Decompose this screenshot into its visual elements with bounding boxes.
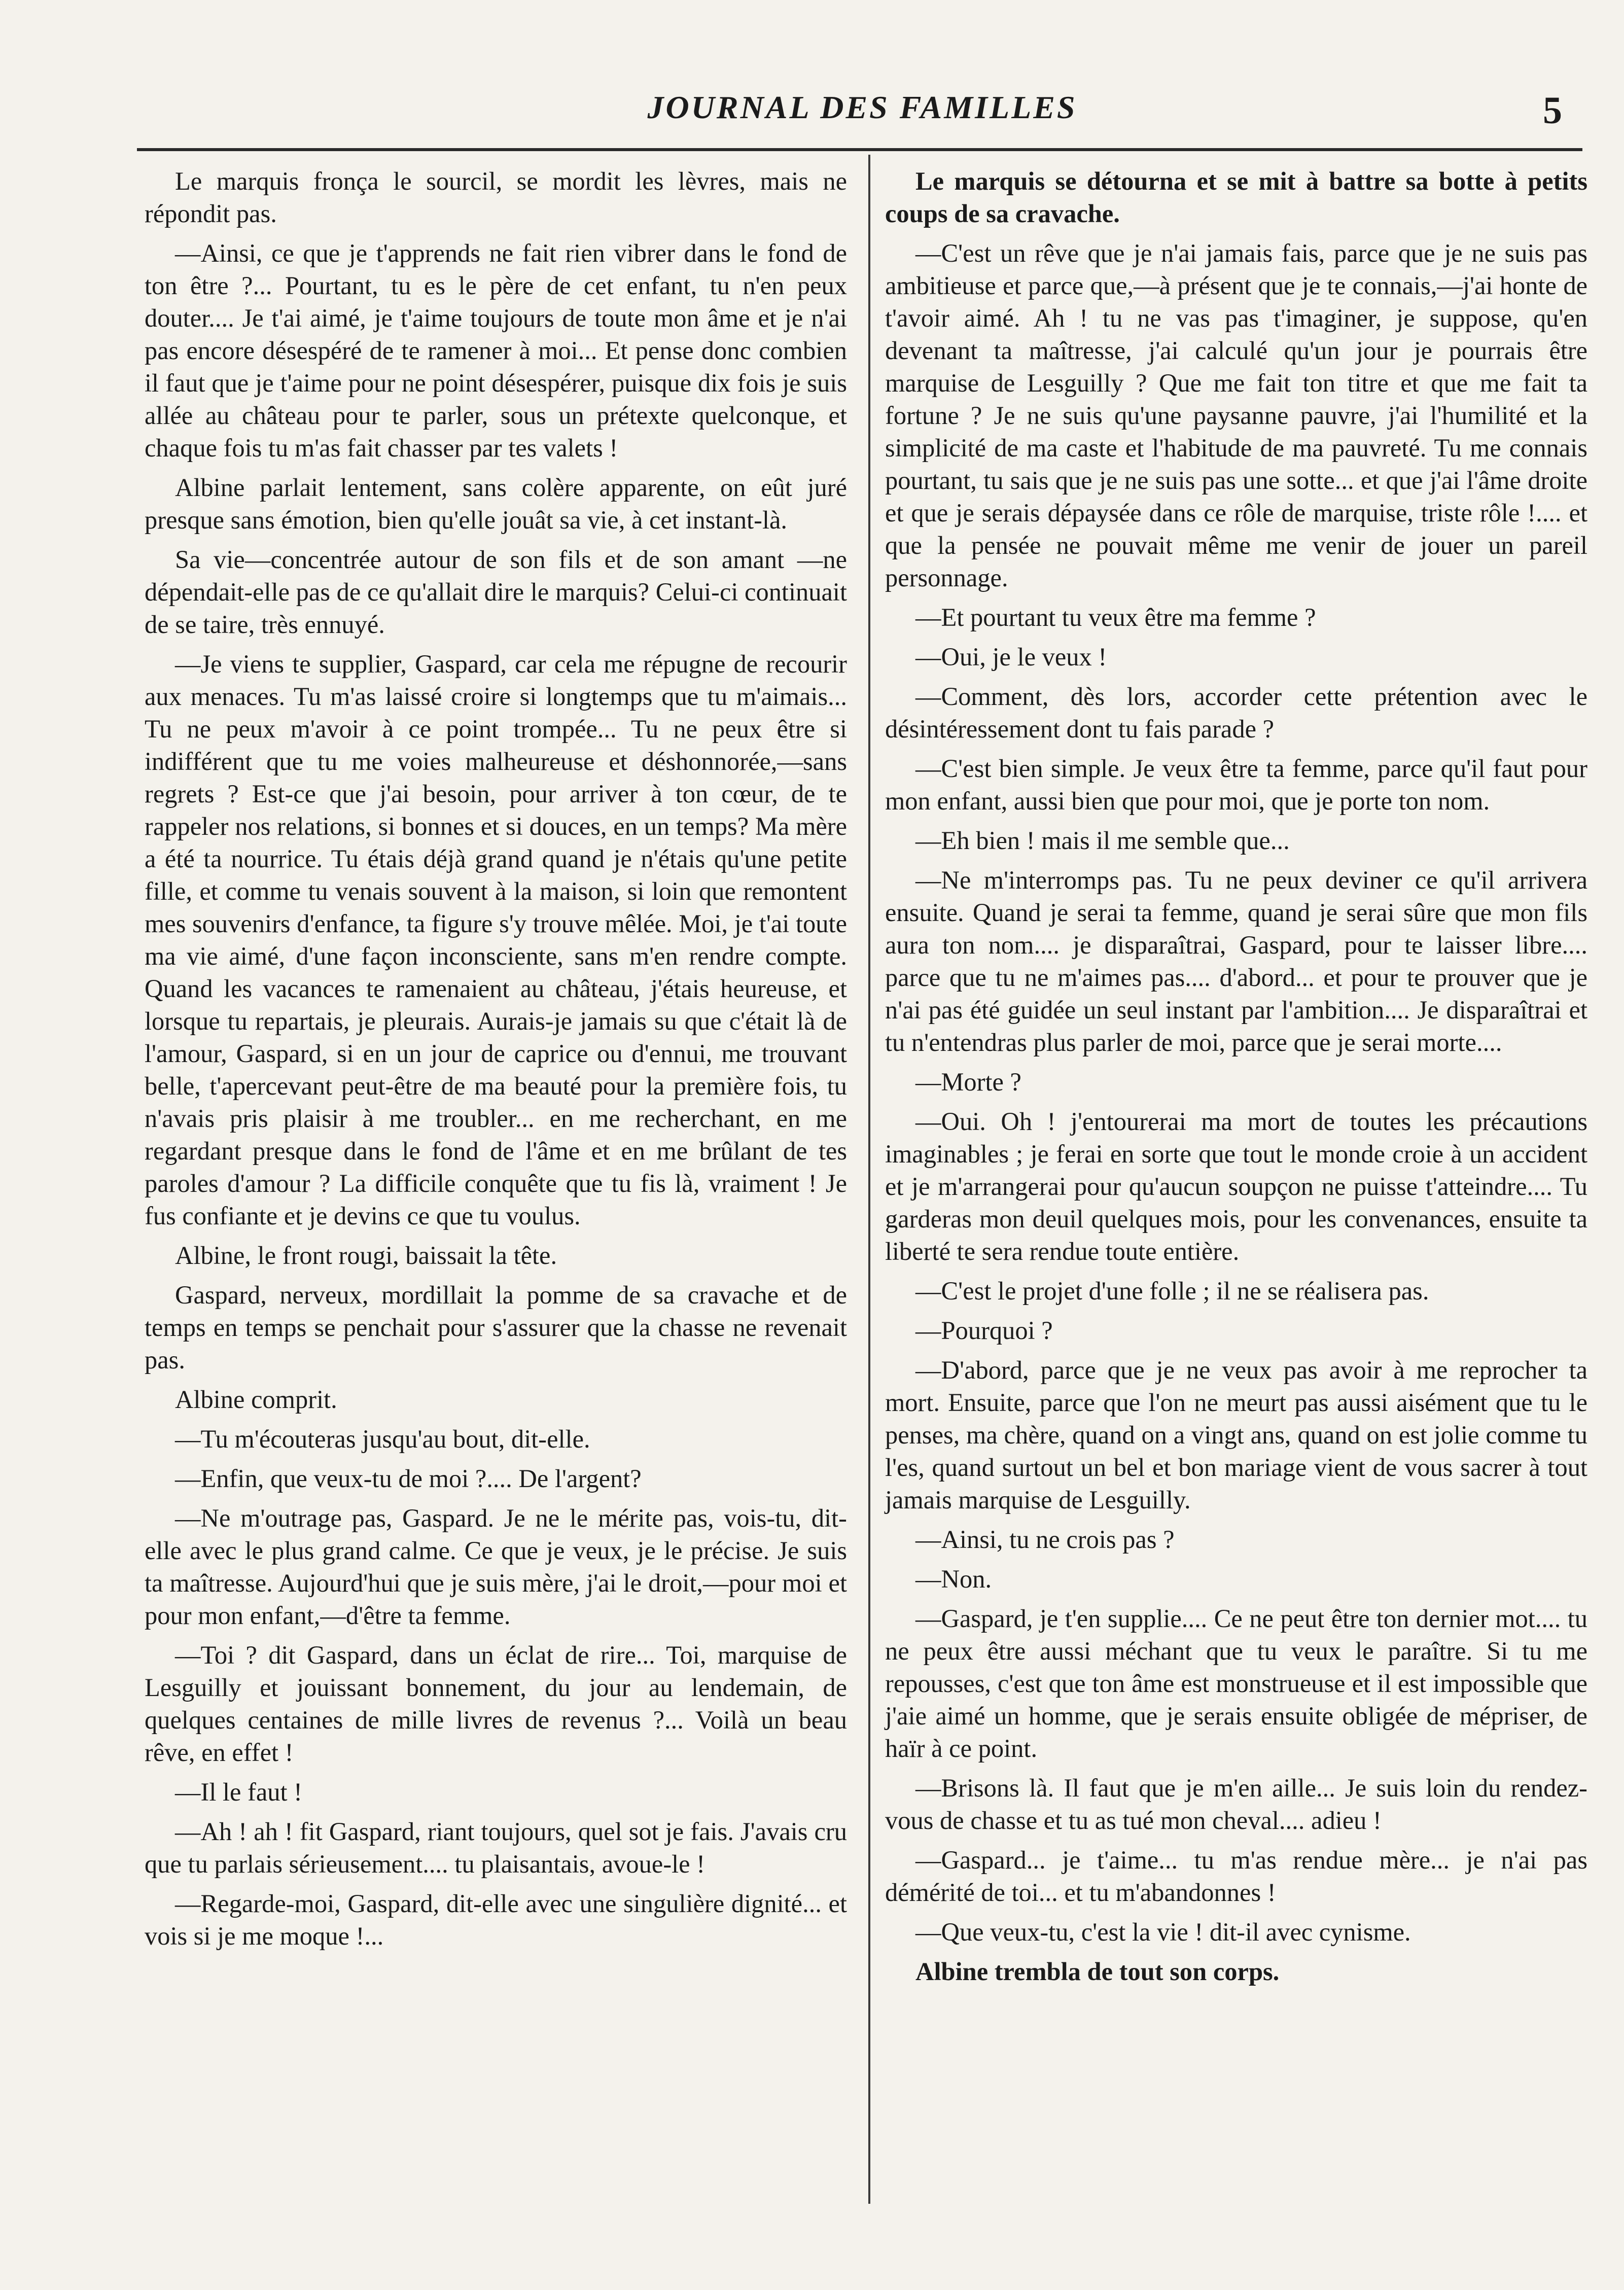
paragraph: Sa vie—concentrée autour de son fils et de son amant —ne dépendait-elle pas de ce qu'allait dire le marquis? Celui-ci continuait de se taire, très ennuyé.: [145, 545, 847, 639]
paragraph: —Oui, je le veux !: [915, 643, 1107, 671]
paragraph: —Regarde-moi, Gaspard, dit-elle avec une singulière dignité... et vois si je me moque !...: [145, 1889, 847, 1950]
paragraph: Le marquis fronça le sourcil, se mordit les lèvres, mais ne répondit pas.: [145, 167, 847, 228]
paragraph: Albine parlait lentement, sans colère apparente, on eût juré presque sans émotion, bien qu'elle jouât sa vie, à cet instant-là.: [145, 473, 847, 534]
paragraph: —Il le faut !: [175, 1778, 302, 1806]
paragraph: —D'abord, parce que je ne veux pas avoir à me reprocher ta mort. Ensuite, parce que l'on ne meurt pas aussi aisément que tu le penses, ma chère, quand on a vingt ans, quand on est jolie comme tu l'es, quand surtout un bel et bon mariage vient de vous sacrer à tout jamais marquise de Lesguilly.: [885, 1356, 1587, 1514]
left-column: [145, 165, 847, 1959]
page-number: 5: [1543, 89, 1562, 132]
column-divider: [868, 155, 870, 2204]
paragraph: —Non.: [915, 1565, 992, 1593]
paragraph: —Ne m'interromps pas. Tu ne peux deviner ce qu'il arrivera ensuite. Quand je serai ta femme, quand je serai sûre que mon fils aura ton nom.... je disparaîtrai, Gaspard, pour te laisser libre.... parce que tu ne m'aimes pas.... d'abord... et pour te prouver que je n'ai pas été guidée un seul instant par l'ambition.... Je disparaîtrai et tu n'entendras plus parler de moi, parce que je serai morte....: [885, 866, 1587, 1056]
paragraph: —Pourquoi ?: [915, 1316, 1053, 1345]
paragraph: Le marquis se détourna et se mit à battre sa botte à petits coups de sa cravache.: [885, 167, 1587, 228]
paragraph: —Ainsi, tu ne crois pas ?: [915, 1525, 1175, 1554]
paragraph: —Comment, dès lors, accorder cette prétention avec le désintéressement dont tu fais parade ?: [885, 682, 1587, 743]
paragraph: —Morte ?: [915, 1068, 1021, 1096]
paragraph: —Brisons là. Il faut que je m'en aille... Je suis loin du rendez-vous de chasse et tu as tué mon cheval.... adieu !: [885, 1774, 1587, 1835]
paragraph: Gaspard, nerveux, mordillait la pomme de sa cravache et de temps en temps se penchait pour s'assurer que la chasse ne revenait pas.: [145, 1281, 847, 1374]
paragraph: —Je viens te supplier, Gaspard, car cela me répugne de recourir aux menaces. Tu m'as laissé croire si longtemps que tu m'aimais... Tu ne peux m'avoir à ce point trompée... Tu ne peux être si indifférent que tu me voies malheureuse et déshonnorée,—sans regrets ? Est-ce que j'ai besoin, pour arriver à ton cœur, de te rappeler nos relations, si bonnes et si douces, en un temps? Ma mère a été ta nourrice. Tu étais déjà grand quand je n'étais qu'une petite fille, et comme tu venais souvent à la maison, si loin que remontent mes souvenirs d'enfance, ta figure s'y trouve mêlée. Moi, je t'ai toute ma vie aimé, d'une façon inconsciente, sans m'en rendre compte. Quand les vacances te ramenaient au château, j'étais heureuse, et lorsque tu repartais, je pleurais. Aurais-je jamais su que c'était là de l'amour, Gaspard, si en un jour de caprice ou d'ennui, me trouvant belle, t'apercevant peut-être de ma beauté pour la première fois, tu n'avais pris plaisir à me troubler... en me recherchant, en me regardant presque dans le fond de l'âme et en me brûlant de tes paroles d'amour ? La difficile conquête que tu fis là, vraiment ! Je fus confiante et je devins ce que tu voulus.: [145, 650, 847, 1230]
paragraph: —Gaspard... je t'aime... tu m'as rendue mère... je n'ai pas démérité de toi... et tu m'abandonnes !: [885, 1846, 1587, 1907]
paragraph: —Oui. Oh ! j'entourerai ma mort de toutes les précautions imaginables ; je ferai en sorte que tout le monde croie à un accident et je m'arrangerai pour qu'aucun soupçon ne puisse t'atteindre.... Tu garderas mon deuil quelques mois, pour les convenances, ensuite ta liberté te sera rendue toute entière.: [885, 1107, 1587, 1265]
paragraph: Albine trembla de tout son corps.: [915, 1957, 1280, 1986]
paragraph: —Tu m'écouteras jusqu'au bout, dit-elle.: [175, 1425, 590, 1453]
journal-title: JOURNAL DES FAMILLES: [647, 89, 1077, 125]
paragraph: —Toi ? dit Gaspard, dans un éclat de rire... Toi, marquise de Lesguilly et jouissant bonnement, du jour au lendemain, de quelques centaines de mille livres de revenus ?... Voilà un beau rêve, en effet !: [145, 1641, 847, 1767]
header-rule: [137, 148, 1582, 151]
paragraph: —Ah ! ah ! fit Gaspard, riant toujours, quel sot je fais. J'avais cru que tu parlais sérieusement.... tu plaisantais, avoue-le !: [145, 1817, 847, 1878]
right-column: [885, 165, 1587, 1995]
paragraph: —Ne m'outrage pas, Gaspard. Je ne le mérite pas, vois-tu, dit-elle avec le plus grand calme. Ce que je veux, je le précise. Je suis ta maîtresse. Aujourd'hui que je suis mère, j'ai le droit,—pour moi et pour mon enfant,—d'être ta femme.: [145, 1504, 847, 1630]
paragraph: —Et pourtant tu veux être ma femme ?: [915, 603, 1316, 631]
paragraph: Albine, le front rougi, baissait la tête.: [175, 1241, 557, 1270]
paragraph: —C'est le projet d'une folle ; il ne se réalisera pas.: [915, 1277, 1429, 1305]
paragraph: —Ainsi, ce que je t'apprends ne fait rien vibrer dans le fond de ton être ?... Pourtant, tu es le père de cet enfant, tu n'en peux douter.... Je t'ai aimé, je t'aime toujours de toute mon âme et je n'ai pas encore désespéré de te ramener à moi... Et pense donc combien il faut que je t'aime pour ne point désespérer, puisque dix fois je suis allée au château pour te parler, sous un prétexte quelconque, et chaque fois tu m'as fait chasser par tes valets !: [145, 239, 847, 462]
paragraph: —C'est bien simple. Je veux être ta femme, parce qu'il faut pour mon enfant, aussi bien que pour moi, que je porte ton nom.: [885, 754, 1587, 815]
paragraph: —Eh bien ! mais il me semble que...: [915, 826, 1290, 855]
paragraph: —Gaspard, je t'en supplie.... Ce ne peut être ton dernier mot.... tu ne peux être aussi méchant que tu veux le paraître. Si tu me repousses, c'est que ton âme est monstrueuse et il est impossible que j'aie aimé un homme, que je serais ensuite obligée de mépriser, de haïr à ce point.: [885, 1604, 1587, 1763]
paragraph: —Que veux-tu, c'est la vie ! dit-il avec cynisme.: [915, 1918, 1411, 1946]
paragraph: —C'est un rêve que je n'ai jamais fais, parce que je ne suis pas ambitieuse et parce que,—à présent que je te connais,—j'ai honte de t'avoir aimé. Ah ! tu ne vas pas t'imaginer, je suppose, qu'en devenant ta maîtresse, j'ai calculé qu'un jour je pourrais être marquise de Lesguilly ? Que me fait ton titre et que me fait ta fortune ? Je ne suis qu'une paysanne pauvre, j'ai l'humilité et la simplicité de ma caste et l'habitude de ma pauvreté. Tu me connais pourtant, tu sais que je ne suis pas une sotte... et que j'ai l'âme droite et que je serais dépaysée dans ce rôle de marquise, triste rôle !.... et que la pensée ne pouvait même me venir de jouer un pareil personnage.: [885, 239, 1587, 592]
paragraph: Albine comprit.: [175, 1385, 337, 1414]
running-header: [132, 89, 1593, 145]
paragraph: —Enfin, que veux-tu de moi ?.... De l'argent?: [175, 1464, 642, 1493]
